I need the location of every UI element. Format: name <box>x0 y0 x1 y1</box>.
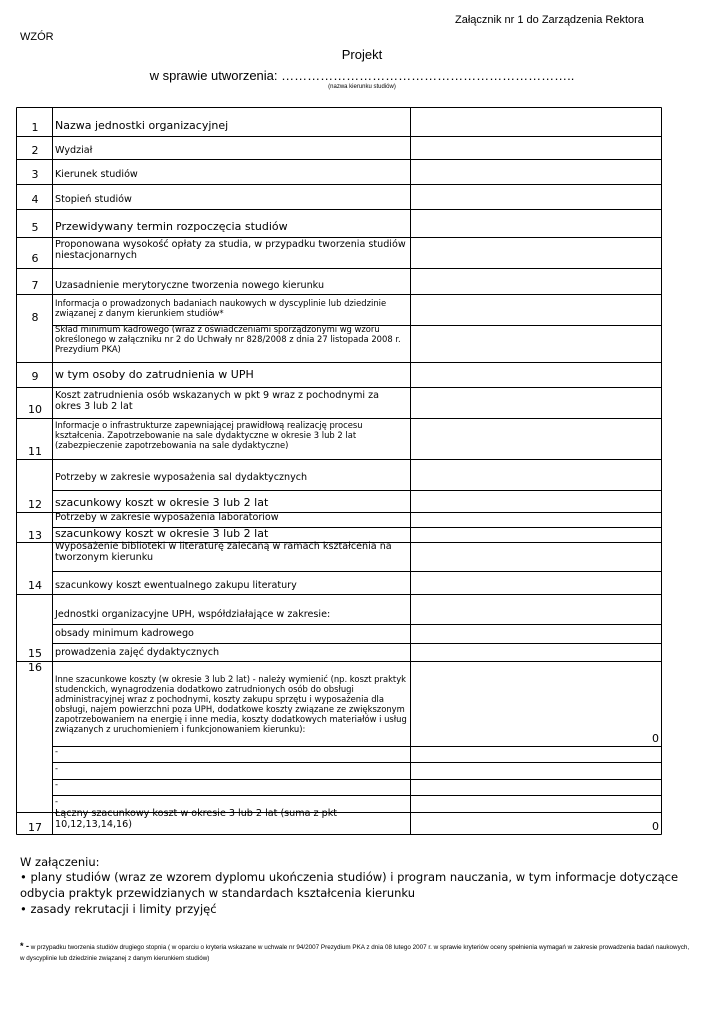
row-number: 8 <box>31 311 39 324</box>
row-label-total-cost: Łączny szacunkowy koszt w okresie 3 lub 2 lat (suma z pkt 10,12,13,14,16) <box>55 808 338 831</box>
dash-item: - <box>55 746 59 756</box>
row-label-classroom-cost: szacunkowy koszt w okresie 3 lub 2 lat <box>55 496 269 509</box>
row-number: 3 <box>31 168 39 181</box>
row-number: 6 <box>31 252 39 265</box>
row-number: 5 <box>31 221 39 234</box>
document-title: Projekt <box>341 47 383 62</box>
row-label-research-info: Informacja o prowadzonych badaniach naukowych w dyscyplinie lub dziedzinie związanej z danym kierunkiem studiów* <box>55 298 387 318</box>
row-number: 4 <box>31 193 39 206</box>
dash-item: - <box>55 763 59 773</box>
row-label-faculty: Wydział <box>55 145 93 156</box>
row-label-classroom-equipment: Potrzeby w zakresie wyposażenia sal dydaktycznych <box>55 472 308 483</box>
row-label-teaching: prowadzenia zajęć dydaktycznych <box>55 647 220 658</box>
other-costs-value: 0 <box>652 732 659 745</box>
row-label-library-cost: szacunkowy koszt ewentualnego zakupu literatury <box>55 580 297 591</box>
row-label-staffing: obsady minimum kadrowego <box>55 628 194 639</box>
row-label-lab-equipment: Potrzeby w zakresie wyposażenia laboratoriow <box>55 512 279 523</box>
document-subtitle: w sprawie utworzenia: ………………………………………………………….. <box>149 68 575 83</box>
row-label-field-of-study: Kierunek studiów <box>55 169 138 180</box>
dash-item: - <box>55 796 59 806</box>
row-label-infrastructure: Informacje o infrastrukturze zapewniającej prawidłową realizację procesu kształcenia. Zapotrzebowanie na sale dydaktyczne w okresie 3 lub 2 lat (zabezpieczenie zapotrzebowania na sale dydaktyczne) <box>55 420 363 450</box>
total-cost-value: 0 <box>652 820 659 833</box>
template-label: WZÓR <box>20 31 54 43</box>
dash-item: - <box>55 779 59 789</box>
row-number: 15 <box>28 647 42 660</box>
row-number: 14 <box>28 579 42 592</box>
row-number: 13 <box>28 529 42 542</box>
row-label-library: Wyposażenie biblioteki w literaturę zalecaną w ramach kształcenia na tworzonym kierunku <box>55 541 392 564</box>
row-number: 2 <box>31 144 39 157</box>
footnote-mark: * - <box>20 941 29 951</box>
attachment-item <box>20 902 680 918</box>
row-number: 16 <box>28 661 42 674</box>
attachment-item-text: zasady rekrutacji i limity przyjęć <box>30 902 217 916</box>
row-label-start-date: Przewidywany termin rozpoczęcia studiów <box>55 220 288 233</box>
attachment-label: Załącznik nr 1 do Zarządzenia Rektora <box>455 14 644 26</box>
row-label-study-level: Stopień studiów <box>55 194 132 205</box>
bullet-icon: • <box>20 902 27 916</box>
row-number: 12 <box>28 498 42 511</box>
row-label-unit-name: Nazwa jednostki organizacyjnej <box>55 119 229 132</box>
row-number: 1 <box>31 121 39 134</box>
row-number: 7 <box>31 279 39 292</box>
attachment-item <box>20 870 680 901</box>
row-label-new-hires: w tym osoby do zatrudnienia w UPH <box>55 368 254 381</box>
attachments-heading: W załączeniu: <box>20 855 100 869</box>
row-number: 10 <box>28 403 42 416</box>
footnote-text: w przypadku tworzenia studiów drugiego stopnia ( w oparciu o kryteria wskazane w uchwale nr 94/2007 Prezydium PKA z dnia 08 lutego 2007 r. w sprawie kryteriów oceny spełnienia wymagań w zakresie prowadzenia badań naukowych, w dyscyplinie lub dziedzinie związanej z danym kierunkiem studiów) <box>20 944 690 962</box>
attachment-item-text: plany studiów (wraz ze wzorem dyplomu ukończenia studiów) i program nauczania, w tym informacje dotyczące odbycia praktyk przewidzianych w standardach kształcenia kierunku <box>20 870 679 900</box>
row-label-staff-composition: Skład minimum kadrowego (wraz z oświadczeniami sporządzonymi wg wzoru określonego w załączniku nr 2 do Uchwały nr 828/2008 z dnia 27 listopada 2008 r. Prezydium PKA) <box>55 324 401 354</box>
row-label-employment-cost: Koszt zatrudnienia osób wskazanych w pkt 9 wraz z pochodnymi za okres 3 lub 2 lat <box>55 390 380 413</box>
row-number: 11 <box>28 445 42 458</box>
row-number: 17 <box>28 821 42 834</box>
subtitle-note: (nazwa kierunku studiów) <box>328 84 396 90</box>
row-label-other-costs: Inne szacunkowe koszty (w okresie 3 lub 2 lat) - należy wymienić (np. koszt praktyk studenckich, wynagrodzenia dodatkowo zatrudnionych osób do obsługi administracyjnej wraz z pochodnymi, koszty zakupu sprzętu i wyposażenia dla obsługi, najem powierzchni poza UPH, dodatkowe koszty związane ze zwiększonym zapotrzebowaniem na energię i inne media, koszty dodatkowych materiałów i usług związanych z uruchomieniem i funkcjonowaniem kierunku): <box>55 674 407 734</box>
row-label-cooperating-units: Jednostki organizacyjne UPH, współdziałające w zakresie: <box>55 609 331 620</box>
row-number: 9 <box>31 370 39 383</box>
footnote <box>20 940 690 963</box>
row-label-justification: Uzasadnienie merytoryczne tworzenia nowego kierunku <box>55 280 325 291</box>
row-label-tuition-fee: Proponowana wysokość opłaty za studia, w przypadku tworzenia studiów niestacjonarnych <box>55 239 406 262</box>
bullet-icon: • <box>20 870 27 884</box>
row-label-lab-cost: szacunkowy koszt w okresie 3 lub 2 lat <box>55 527 269 540</box>
